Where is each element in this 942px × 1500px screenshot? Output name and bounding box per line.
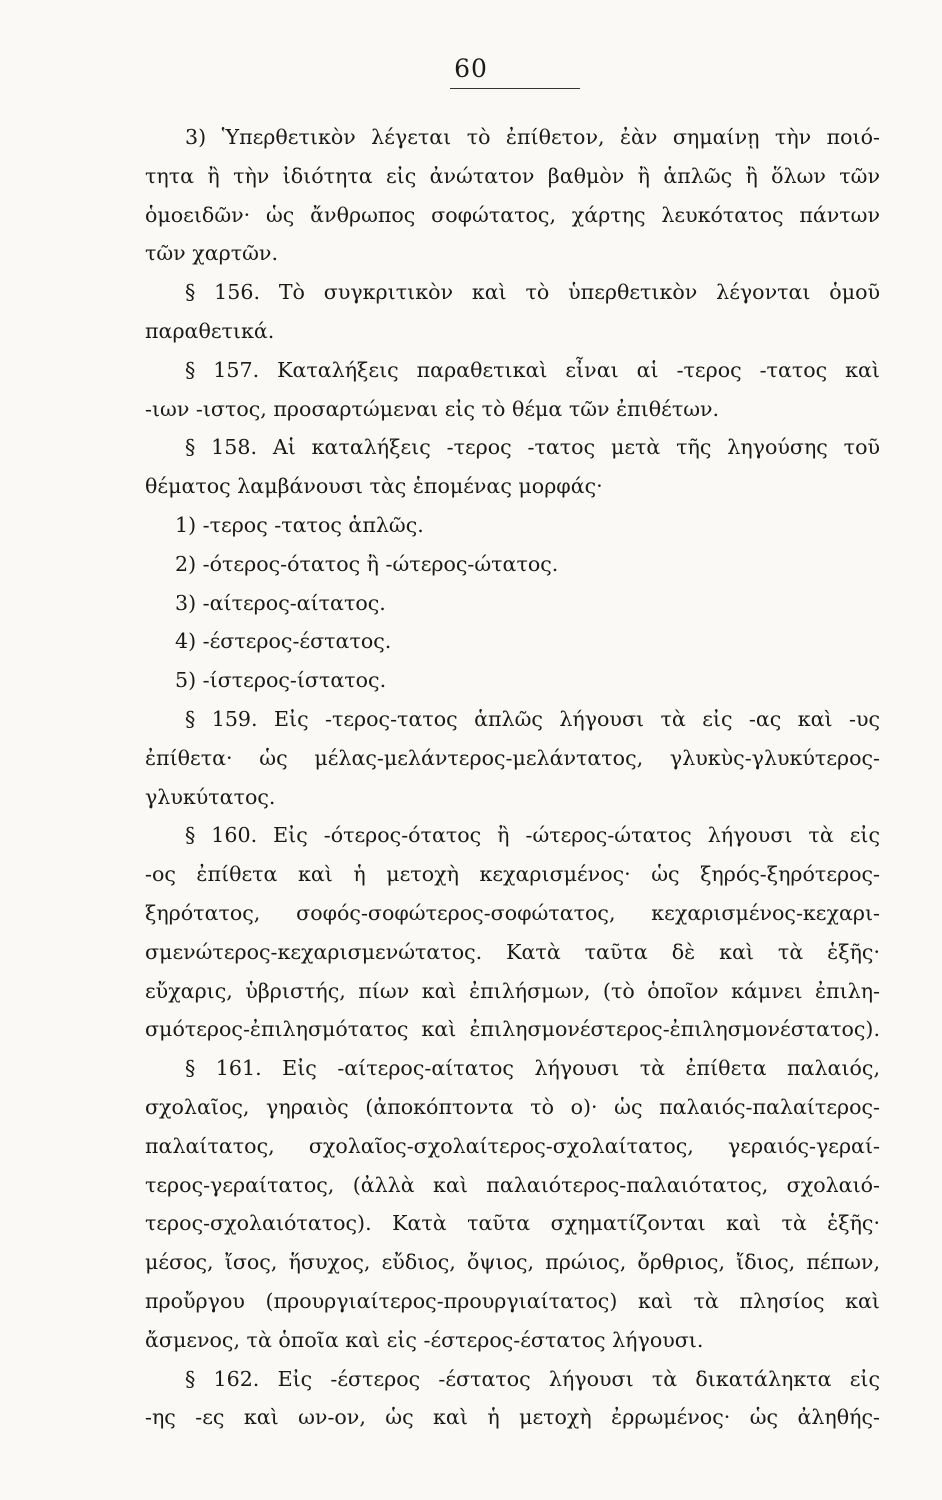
page-number: 60 [454,54,488,83]
text-line: 3) Ὑπερθετικὸν λέγεται τὸ ἐπίθετον, ἐὰν σημαίνῃ τὴν ποιό- [185,125,880,149]
list-item: 1) -τερος -τατος ἁπλῶς. [175,512,424,537]
text-line: § 158. Αἱ καταλήξεις -τερος -τατος μετὰ τῆς ληγούσης τοῦ [185,435,880,460]
text-line: τῶν χαρτῶν. [145,241,278,266]
text-line: § 157. Καταλήξεις παραθετικαὶ εἶναι αἱ -τερος -τατος καὶ [185,357,880,382]
text-line: τητα ἢ τὴν ἰδιότητα εἰς ἀνώτατον βαθμὸν ἢ ἁπλῶς ἢ ὅλων τῶν [145,163,880,188]
text-line: § 159. Εἰς -τερος-τατος ἁπλῶς λήγουσι τὰ εἰς -ας καὶ -υς [185,706,880,731]
text-line: μέσος, ἴσος, ἥσυχος, εὔδιος, ὄψιος, πρώιος, ὄρθριος, ἴδιος, πέπων, [145,1250,880,1275]
text-line: παραθετικά. [145,318,275,343]
text-line: -ος ἐπίθετα καὶ ἡ μετοχὴ κεχαρισμένος· ὡς ξηρός-ξηρότερος- [145,862,880,887]
text-line: § 156. Τὸ συγκριτικὸν καὶ τὸ ὑπερθετικὸν λέγονται ὁμοῦ [185,280,880,305]
text-line: εὔχαρις, ὑβριστής, πίων καὶ ἐπιλήσμων, (τὸ ὁποῖον κάμνει ἐπιλη- [145,978,880,1003]
text-line: παλαίτατος, σχολαῖος-σχολαίτερος-σχολαίτατος, γεραιός-γεραί- [145,1133,880,1158]
text-line: § 162. Εἰς -έστερος -έστατος λήγουσι τὰ δικατάληκτα εἰς [185,1366,880,1391]
text-line: § 160. Εἰς -ότερος-ότατος ἢ -ώτερος-ώτατος λήγουσι τὰ εἰς [185,823,880,848]
text-line: ἄσμενος, τὰ ὁποῖα καὶ εἰς -έστερος-έστατος λήγουσι. [145,1327,704,1352]
text-line: ἐπίθετα· ὡς μέλας-μελάντερος-μελάντατος, γλυκὺς-γλυκύτερος- [145,745,880,770]
text-line: γλυκύτατος. [145,784,276,809]
text-line: ὁμοειδῶν· ὡς ἄνθρωπος σοφώτατος, χάρτης λευκότατος πάντων [145,202,880,227]
text-line: ξηρότατος, σοφός-σοφώτερος-σοφώτατος, κεχαρισμένος-κεχαρι- [145,900,880,925]
list-item: 3) -αίτερος-αίτατος. [175,590,386,615]
text-line: θέματος λαμβάνουσι τὰς ἑπομένας μορφάς· [145,474,603,499]
list-item: 5) -ίστερος-ίστατος. [175,668,387,693]
text-line: τερος-γεραίτατος, (ἀλλὰ καὶ παλαιότερος-παλαιότατος, σχολαιό- [145,1172,880,1197]
text-line: § 161. Εἰς -αίτερος-αίτατος λήγουσι τὰ ἐπίθετα παλαιός, [185,1056,880,1081]
text-line: προὔργου (προυργιαίτερος-προυργιαίτατος) καὶ τὰ πλησίος καὶ [145,1288,880,1313]
text-line: σμότερος-ἐπιλησμότατος καὶ ἐπιλησμονέστερος-ἐπιλησμονέστατος). [145,1017,880,1042]
text-line: σμενώτερος-κεχαρισμενώτατος. Κατὰ ταῦτα δὲ καὶ τὰ ἑξῆς· [145,939,880,964]
page-number-rule [450,88,580,89]
text-line: -ιων -ιστος, προσαρτώμεναι εἰς τὸ θέμα τῶν ἐπιθέτων. [145,396,720,421]
list-item: 2) -ότερος-ότατος ἢ -ώτερος-ώτατος. [175,551,559,576]
text-line: τερος-σχολαιότατος). Κατὰ ταῦτα σχηματίζονται καὶ τὰ ἑξῆς· [145,1211,880,1236]
list-item: 4) -έστερος-έστατος. [175,629,392,654]
text-line: σχολαῖος, γηραιὸς (ἀποκόπτοντα τὸ ο)· ὡς παλαιός-παλαίτερος- [145,1094,880,1119]
text-line: -ης -ες καὶ ων-ον, ὡς καὶ ἡ μετοχὴ ἐρρωμένος· ὡς ἀληθής- [145,1405,880,1430]
body-text [145,118,880,1437]
